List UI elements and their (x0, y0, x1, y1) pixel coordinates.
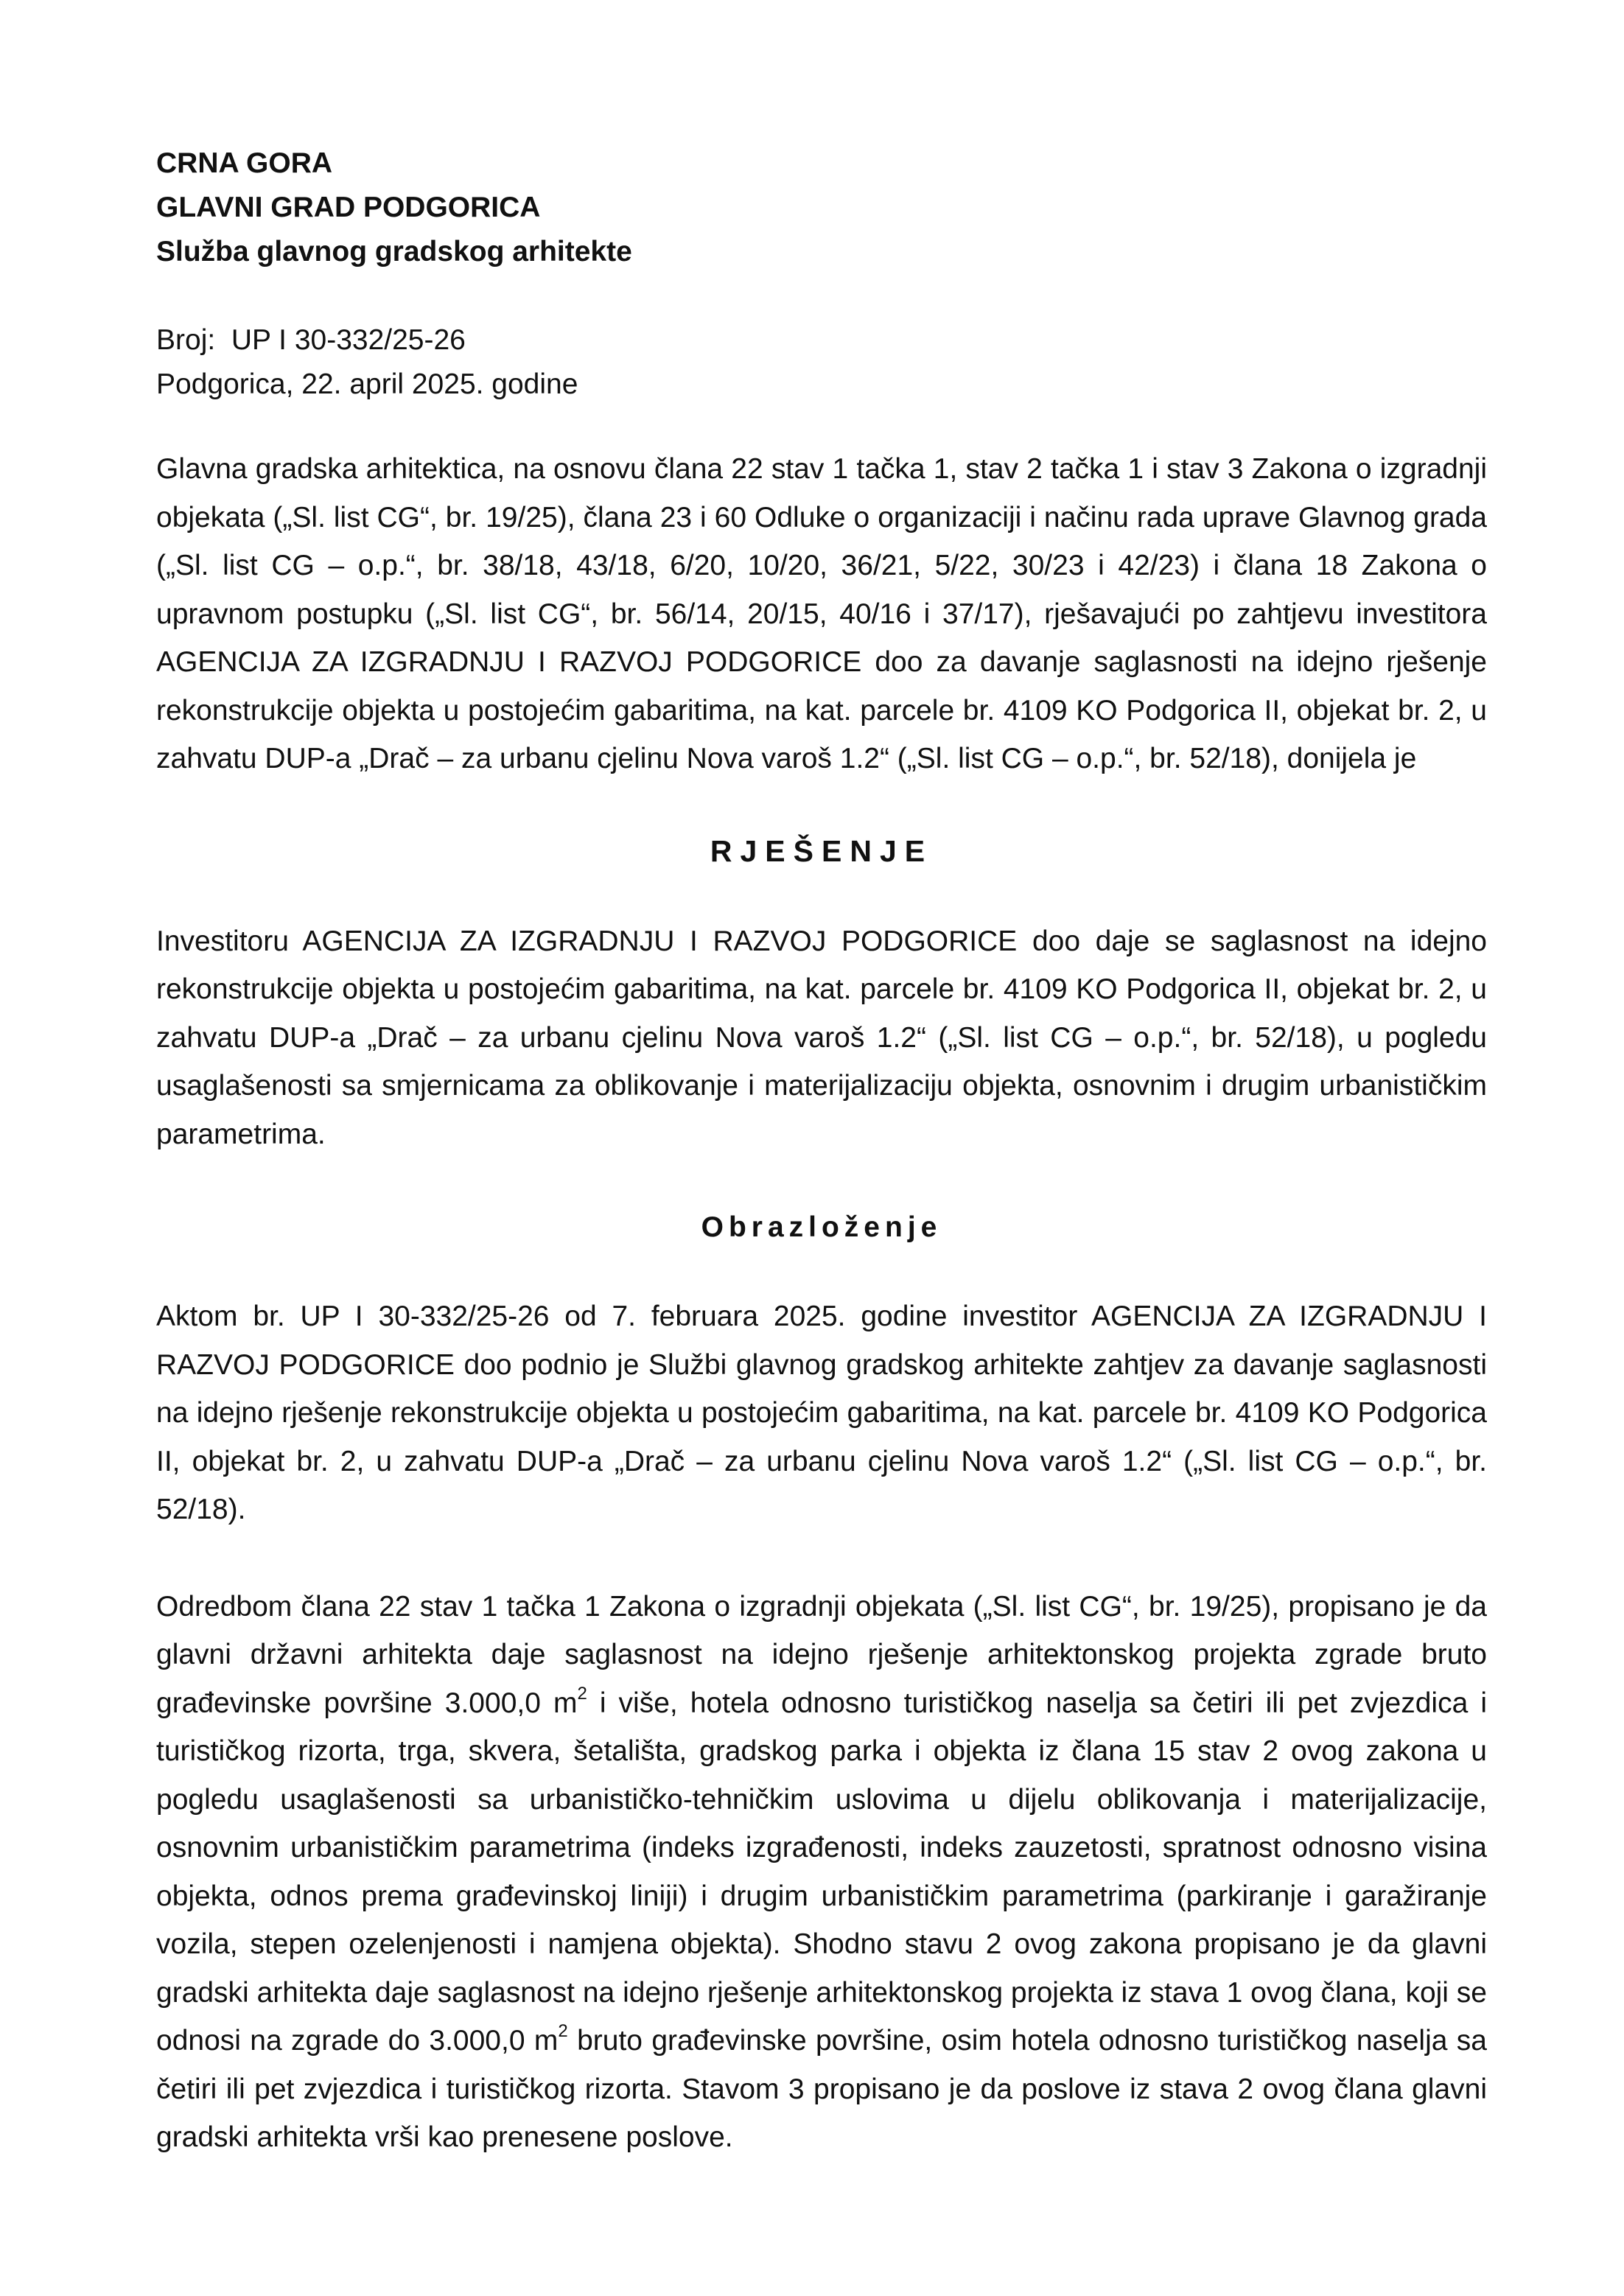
reasoning-paragraph-1: Aktom br. UP I 30-332/25-26 od 7. februara 2025. godine investitor AGENCIJA ZA IZGRADNJU I RAZVOJ PODGORICE doo podnio je Službi glavnog gradskog arhitekte zahtjev za davanje saglasnosti na idejno rješenje rekonstrukcije objekta u postojećim gabaritima, na kat. parcele br. 4109 KO Podgorica II, objekat br. 2, u zahvatu DUP-a „Drač – za urbanu cjelinu Nova varoš 1.2“ („Sl. list CG – o.p.“, br. 52/18). (156, 1301, 1487, 1525)
reasoning-paragraph-2-part-1: Odredbom člana 22 stav 1 tačka 1 Zakona o izgradnji objekata („Sl. list CG“, br. 19/25), propisano je da glavni državni arhitekta daje saglasnost na idejno rješenje arhitektonskog projekta zgrade bruto građevinske površine 3.000,0 m (156, 1590, 1487, 1719)
decision-paragraph: Investitoru AGENCIJA ZA IZGRADNJU I RAZVOJ PODGORICE doo daje se saglasnost na idejno rekonstrukcije objekta u postojećim gabaritima, na kat. parcele br. 4109 KO Podgorica II, objekat br. 2, u zahvatu DUP-a „Drač – za urbanu cjelinu Nova varoš 1.2“ („Sl. list CG – o.p.“, br. 52/18), u pogledu usaglašenosti sa smjernicama za oblikovanje i materijalizaciju objekta, osnovnim i drugim urbanističkim parametrima. (156, 925, 1487, 1150)
reasoning-title: Obrazloženje (701, 1211, 942, 1243)
intro-paragraph: Glavna gradska arhitektica, na osnovu člana 22 stav 1 tačka 1, stav 2 tačka 1 i stav 3 Zakona o izgradnji objekata („Sl. list CG“, br. 19/25), člana 23 i 60 Odluke o organizaciji i načinu rada uprave Glavnog grada („Sl. list CG – o.p.“, br. 38/18, 43/18, 6/20, 10/20, 36/21, 5/22, 30/23 i 42/23) i člana 18 Zakona o upravnom postupku („Sl. list CG“, br. 56/14, 20/15, 40/16 i 37/17), rješavajući po zahtjevu investitora AGENCIJA ZA IZGRADNJU I RAZVOJ PODGORICE doo za davanje saglasnosti na idejno rješenje rekonstrukcije objekta u postojećim gabaritima, na kat. parcele br. 4109 KO Podgorica II, objekat br. 2, u zahvatu DUP-a „Drač – za urbanu cjelinu Nova varoš 1.2“ („Sl. list CG – o.p.“, br. 52/18), donijela je (156, 453, 1487, 774)
office-name: Služba glavnog gradskog arhitekte (156, 236, 632, 267)
document-number: Broj: UP I 30-332/25-26 (156, 324, 466, 356)
decision-title: RJEŠENJE (710, 833, 934, 868)
superscript-square-1: 2 (577, 1683, 587, 1704)
city-name: GLAVNI GRAD PODGORICA (156, 192, 541, 223)
superscript-square-2: 2 (558, 2021, 568, 2041)
reasoning-paragraph-2-part-3: bruto građevinske površine, osim hotela odnosno turističkog naselja sa četiri ili pet zvjezdica i turističkog rizorta. Stavom 3 propisano je da poslove iz stava 2 ovog člana glavni gradski arhitekta vrši kao prenesene poslove. (156, 2025, 1487, 2153)
document-place-date: Podgorica, 22. april 2025. godine (156, 368, 578, 400)
document-header (156, 141, 1487, 274)
document-meta (156, 318, 1487, 407)
reasoning-paragraph-2-part-2: i više, hotela odnosno turističkog naselja sa četiri ili pet zvjezdica i turističkog rizorta, trga, skvera, šetališta, gradskog parka i objekta iz člana 15 stav 2 ovog zakona u pogledu usaglašenosti sa urbanističko-tehničkim uslovima u dijelu oblikovanja i materijalizacije, osnovnim urbanističkim parametrima (indeks izgrađenosti, indeks zauzetosti, spratnost odnosno visina objekta, odnos prema građevinskoj liniji) i drugim urbanističkim parametrima (parkiranje i garažiranje vozila, stepen ozelenjenosti i namjena objekta). Shodno stavu 2 ovog zakona propisano je da glavni gradski arhitekta daje saglasnost na idejno rješenje arhitektonskog projekta iz stava 1 ovog člana, koji se odnosi na zgrade do 3.000,0 m (156, 1687, 1487, 2057)
document-page (156, 141, 1487, 2162)
reasoning-paragraph-2 (156, 1583, 1487, 2162)
country-name: CRNA GORA (156, 147, 333, 179)
